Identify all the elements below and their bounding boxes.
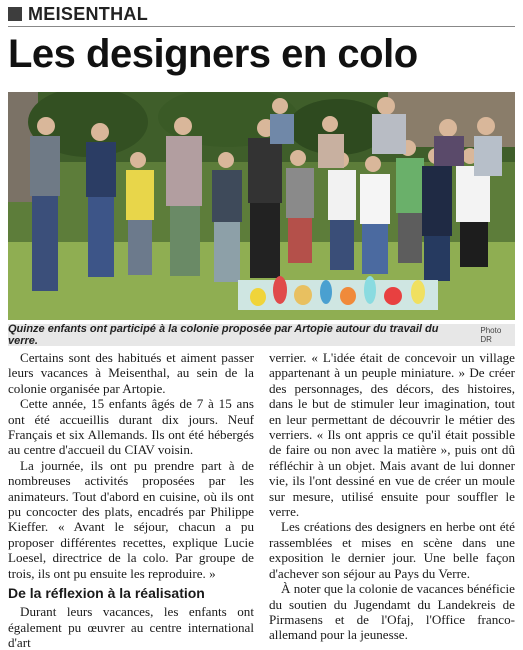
article-subhead: De la réflexion à la réalisation [8,585,205,602]
paragraph-exhibition: Les créations des designers en herbe ont été rassemblées et mises en scène dans une exposition le dernier jour. Une belle façon d'achever son séjour au Pays du Verre. [269,519,515,581]
article-column-left [8,350,254,650]
paragraph-village: verrier. « L'idée était de concevoir un village appartenant à un peuple miniature. » De créer des personnages, des décors, des histoires, dans le but de stimuler leur imagination, tout en leur permettant de découvrir le métier des verriers. « Ils ont appris ce qu'il était possible de faire ou non avec la matière », puis ont dû réfléchir à un objet. Mais avant de lui donner vie, ils l'ont dessiné en vue de créer un moule sur mesure, utilisé ensuite pour souffler le verre. [269,350,515,520]
caption-text: Quinze enfants ont participé à la colonie proposée par Artopie autour du travail du verre. [8,323,439,347]
header-rule [8,26,515,27]
section-kicker [8,4,148,24]
article-column-right [269,350,515,643]
article-headline: Les designers en colo [8,32,418,76]
kicker-label: MEISENTHAL [28,3,148,24]
paragraph-intro: Certains sont des habitués et aiment passer leurs vacances à Meisenthal, au sein de la colonie organisée par Artopie. [8,350,254,396]
group-photo [8,92,515,320]
paragraph-glass-center: Durant leurs vacances, les enfants ont également pu œuvrer au centre international d'art [8,604,254,650]
photo-caption [8,324,515,346]
kicker-square-icon [8,7,22,21]
group-photo-illustration [8,92,515,320]
photo-credit: Photo DR [480,326,502,344]
paragraph-participants: Cette année, 15 enfants âgés de 7 à 15 ans ont été accueillis durant dix jours. Neuf Français et six Allemands. Ils ont été hébergés au centre d'accueil du CIAV voisin. [8,396,254,458]
paragraph-activities: La journée, ils ont pu prendre part à de nombreuses activités proposées par les animateurs. Tout d'abord en cuisine, où ils ont pu concocter des plats, encadrés par Philippe Kieffer. « Avant le séjour, chacun a pu proposer différentes recettes, explique Lucie Loesel, directrice de la colo. Par groupe de trois, ils ont pu ensuite les reproduire. » [8,457,254,581]
paragraph-support: À noter que la colonie de vacances bénéficie du soutien du Jugendamt du Landekreis de Pirmasens et de l'Ofaj, l'Office franco-allemand pour la jeunesse. [269,581,515,643]
